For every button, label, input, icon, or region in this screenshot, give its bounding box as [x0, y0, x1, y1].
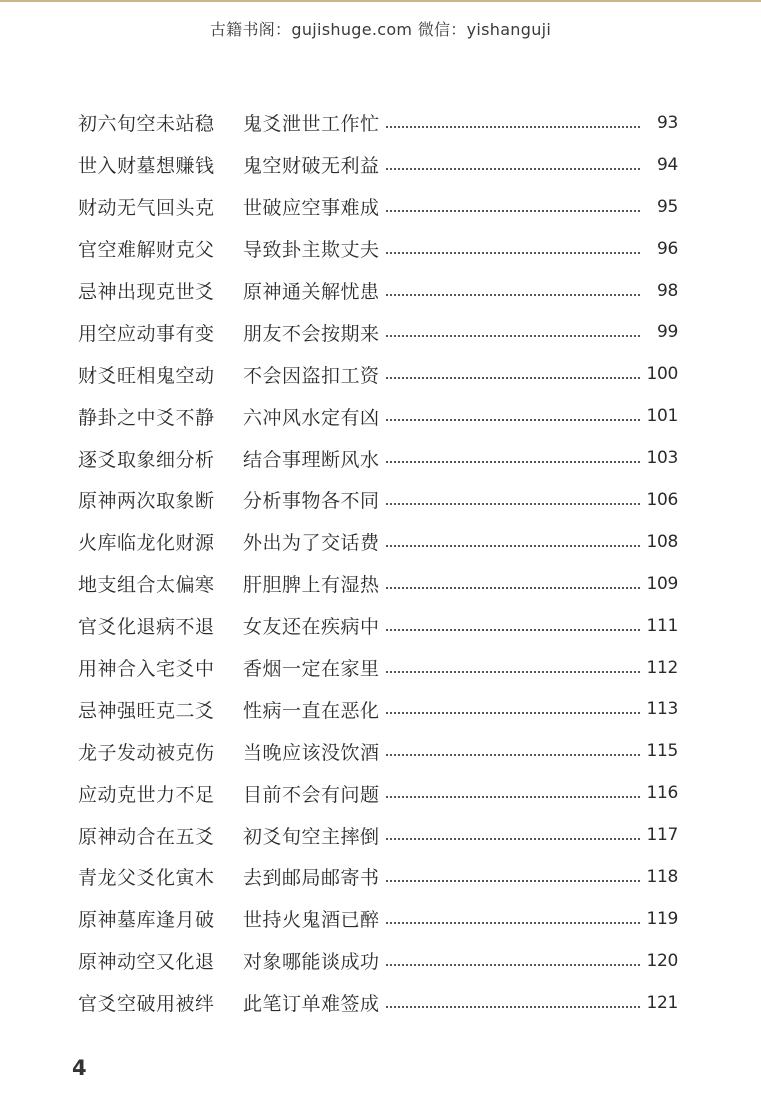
toc-entry — [78, 647, 678, 689]
toc-dot-leader — [386, 164, 640, 170]
toc-dot-leader — [386, 792, 640, 798]
toc-entry — [78, 270, 678, 312]
toc-entry-second-phrase: 不会因盗扣工资 — [243, 364, 380, 387]
toc-entry — [78, 772, 678, 814]
toc-entry — [78, 856, 678, 898]
toc-entry — [78, 311, 678, 353]
toc-dot-leader — [386, 206, 640, 212]
toc-entry-second-phrase: 原神通关解忧患 — [243, 281, 380, 303]
toc-dot-leader — [386, 960, 640, 966]
toc-entry — [78, 102, 678, 144]
toc-entry-second-phrase: 外出为了交话费 — [243, 532, 380, 555]
toc-entry-first-phrase: 世入财墓想赚钱 — [78, 155, 215, 178]
toc-entry-first-phrase: 地支组合太偏寒 — [78, 574, 215, 597]
toc-dot-leader — [386, 834, 640, 840]
toc-entry-second-phrase: 对象哪能谈成功 — [243, 951, 380, 974]
toc-dot-leader — [386, 290, 640, 296]
toc-entry-first-phrase: 火库临龙化财源 — [78, 532, 215, 555]
toc-entry-second-phrase: 世持火鬼酒已醉 — [243, 909, 380, 932]
toc-entry-page-number: 95 — [656, 196, 678, 217]
toc-entry-page-number: 115 — [646, 741, 678, 762]
toc-dot-leader — [386, 876, 640, 882]
toc-entry-first-phrase: 官空难解财克父 — [78, 239, 215, 262]
page-number: 4 — [72, 1056, 87, 1080]
toc-entry-second-phrase: 肝胆脾上有湿热 — [243, 574, 380, 597]
toc-entry-page-number: 103 — [646, 448, 678, 469]
toc-entry-page-number: 100 — [646, 364, 678, 385]
toc-entry — [78, 730, 678, 772]
toc-entry-second-phrase: 鬼空财破无利益 — [243, 155, 380, 178]
toc-entry-first-phrase: 官爻化退病不退 — [78, 616, 215, 639]
toc-dot-leader — [386, 499, 640, 505]
toc-entry-first-phrase: 应动克世力不足 — [78, 783, 215, 806]
toc-entry-second-phrase: 朋友不会按期来 — [243, 322, 380, 345]
toc-entry-first-phrase: 官爻空破用被绊 — [78, 993, 215, 1016]
toc-entry-page-number: 96 — [656, 238, 678, 259]
toc-entry-first-phrase: 龙子发动被克伤 — [78, 741, 215, 764]
toc-entry-second-phrase: 鬼爻泄世工作忙 — [243, 113, 380, 136]
toc-entry — [78, 437, 678, 479]
toc-dot-leader — [386, 708, 640, 714]
toc-entry — [78, 940, 678, 982]
toc-entry — [78, 605, 678, 647]
toc-dot-leader — [386, 750, 640, 756]
watermark-header: 古籍书阁：gujishuge.com 微信：yishanguji — [209, 20, 552, 39]
toc-entry — [78, 688, 678, 730]
toc-entry — [78, 898, 678, 940]
toc-entry-page-number: 108 — [646, 531, 678, 552]
toc-entry-first-phrase: 原神两次取象断 — [78, 490, 215, 513]
toc-entry — [78, 563, 678, 605]
toc-entry-page-number: 94 — [656, 154, 678, 175]
toc-entry-second-phrase: 目前不会有问题 — [243, 783, 380, 806]
toc-dot-leader — [386, 583, 640, 589]
toc-dot-leader — [386, 248, 640, 254]
toc-entry-page-number: 119 — [646, 908, 678, 929]
toc-entry-second-phrase: 导致卦主欺丈夫 — [243, 239, 380, 262]
toc-entry-page-number: 106 — [646, 489, 678, 510]
toc-dot-leader — [386, 331, 640, 337]
toc-entry-second-phrase: 分析事物各不同 — [243, 490, 380, 513]
toc-entry — [78, 228, 678, 270]
toc-entry-second-phrase: 世破应空事难成 — [243, 197, 380, 220]
toc-entry-second-phrase: 性病一直在恶化 — [243, 699, 380, 722]
toc-entry-page-number: 112 — [646, 657, 678, 678]
toc-entry-second-phrase: 初爻旬空主摔倒 — [243, 825, 380, 848]
toc-entry-page-number: 118 — [646, 866, 678, 887]
toc-entry-first-phrase: 原神墓库逢月破 — [78, 909, 215, 932]
toc-dot-leader — [386, 373, 640, 379]
table-of-contents — [78, 102, 678, 1024]
toc-entry-second-phrase: 去到邮局邮寄书 — [243, 867, 380, 890]
toc-entry-page-number: 99 — [656, 322, 678, 343]
toc-entry-second-phrase: 女友还在疾病中 — [243, 616, 380, 639]
toc-entry-second-phrase: 六冲风水定有凶 — [243, 406, 380, 429]
toc-entry-page-number: 93 — [656, 112, 678, 133]
toc-entry-second-phrase: 此笔订单难签成 — [243, 993, 380, 1016]
toc-entry-first-phrase: 用空应动事有变 — [78, 322, 215, 345]
toc-entry-page-number: 113 — [646, 699, 678, 720]
toc-dot-leader — [386, 625, 640, 631]
toc-dot-leader — [386, 541, 640, 547]
toc-entry — [78, 353, 678, 395]
toc-entry — [78, 814, 678, 856]
toc-dot-leader — [386, 415, 640, 421]
page-top-border — [0, 0, 761, 2]
toc-entry-second-phrase: 香烟一定在家里 — [243, 658, 380, 681]
toc-entry-second-phrase: 结合事理断风水 — [243, 448, 380, 471]
toc-dot-leader — [386, 918, 640, 924]
toc-entry-first-phrase: 初六旬空未站稳 — [78, 113, 215, 136]
toc-entry-first-phrase: 青龙父爻化寅木 — [78, 867, 215, 890]
toc-entry-first-phrase: 用神合入宅爻中 — [78, 658, 215, 681]
toc-entry — [78, 144, 678, 186]
toc-entry-first-phrase: 原神动合在五爻 — [78, 825, 215, 848]
toc-entry-page-number: 121 — [646, 992, 678, 1013]
toc-entry — [78, 395, 678, 437]
toc-entry-first-phrase: 原神动空又化退 — [78, 951, 215, 974]
toc-entry-page-number: 111 — [646, 615, 678, 636]
toc-entry-page-number: 116 — [646, 783, 678, 804]
toc-dot-leader — [386, 457, 640, 463]
toc-entry-first-phrase: 忌神出现克世爻 — [78, 281, 215, 303]
toc-entry-page-number: 98 — [656, 280, 678, 301]
toc-entry — [78, 982, 678, 1024]
toc-entry — [78, 521, 678, 563]
toc-entry-first-phrase: 财动无气回头克 — [78, 197, 215, 220]
toc-entry-page-number: 101 — [646, 406, 678, 427]
toc-entry-first-phrase: 静卦之中爻不静 — [78, 406, 215, 429]
toc-dot-leader — [386, 122, 640, 128]
toc-entry-page-number: 117 — [646, 825, 678, 846]
toc-entry-page-number: 109 — [646, 573, 678, 594]
toc-entry-first-phrase: 逐爻取象细分析 — [78, 448, 215, 471]
toc-dot-leader — [386, 1002, 640, 1008]
toc-dot-leader — [386, 667, 640, 673]
toc-entry — [78, 186, 678, 228]
toc-entry-first-phrase: 财爻旺相鬼空动 — [78, 364, 215, 387]
toc-entry-second-phrase: 当晚应该没饮酒 — [243, 741, 380, 764]
toc-entry-page-number: 120 — [646, 950, 678, 971]
toc-entry — [78, 479, 678, 521]
toc-entry-first-phrase: 忌神强旺克二爻 — [78, 699, 215, 722]
